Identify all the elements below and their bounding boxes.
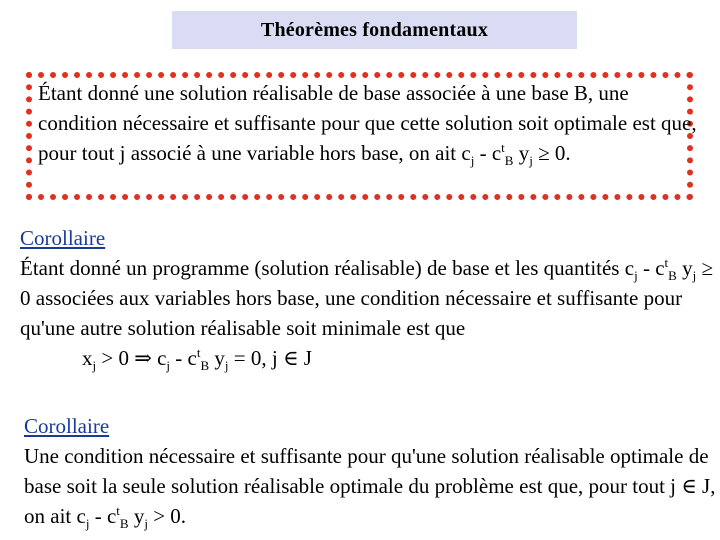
corollary-1 (20, 223, 715, 373)
slide-title-text: Théorèmes fondamentaux (260, 18, 489, 41)
theorem-formula: $c_j - c^t_B$ $y_j \ge 0$. (461, 140, 571, 169)
theorem-statement (38, 78, 698, 168)
corollary-1-text: Étant donné un programme (solution réalisable) de base et les quantités $c_j - c^t_B$ $y_j \ge 0$ associées aux variables hors base, une condition nécessaire et suffisante pour qu'une autre solution réalisable soit minimale est que (20, 255, 713, 340)
corollary-1-equation: $x_j > 0$ ⇒ $c_j - c^t_B$ $y_j = 0$, j ∈ J (82, 345, 312, 374)
corollary-2-heading: Corollaire (24, 414, 110, 438)
slide-title (172, 11, 577, 49)
corollary-2-text: Une condition nécessaire et suffisante pour qu'une solution réalisable optimale de base soit la seule solution réalisable optimale du problème est que, pour tout j ∈ J, on ait $c_j - c^t_B$ $y_j > 0$. (24, 444, 716, 532)
corollary-2 (24, 411, 719, 531)
corollary-1-heading: Corollaire (20, 226, 106, 250)
theorem-text: Étant donné une solution réalisable de base associée à une base B, une condition nécessaire et suffisante pour que cette solution soit optimale est que, pour tout j associé à une variable hors base, on ait (38, 81, 697, 165)
